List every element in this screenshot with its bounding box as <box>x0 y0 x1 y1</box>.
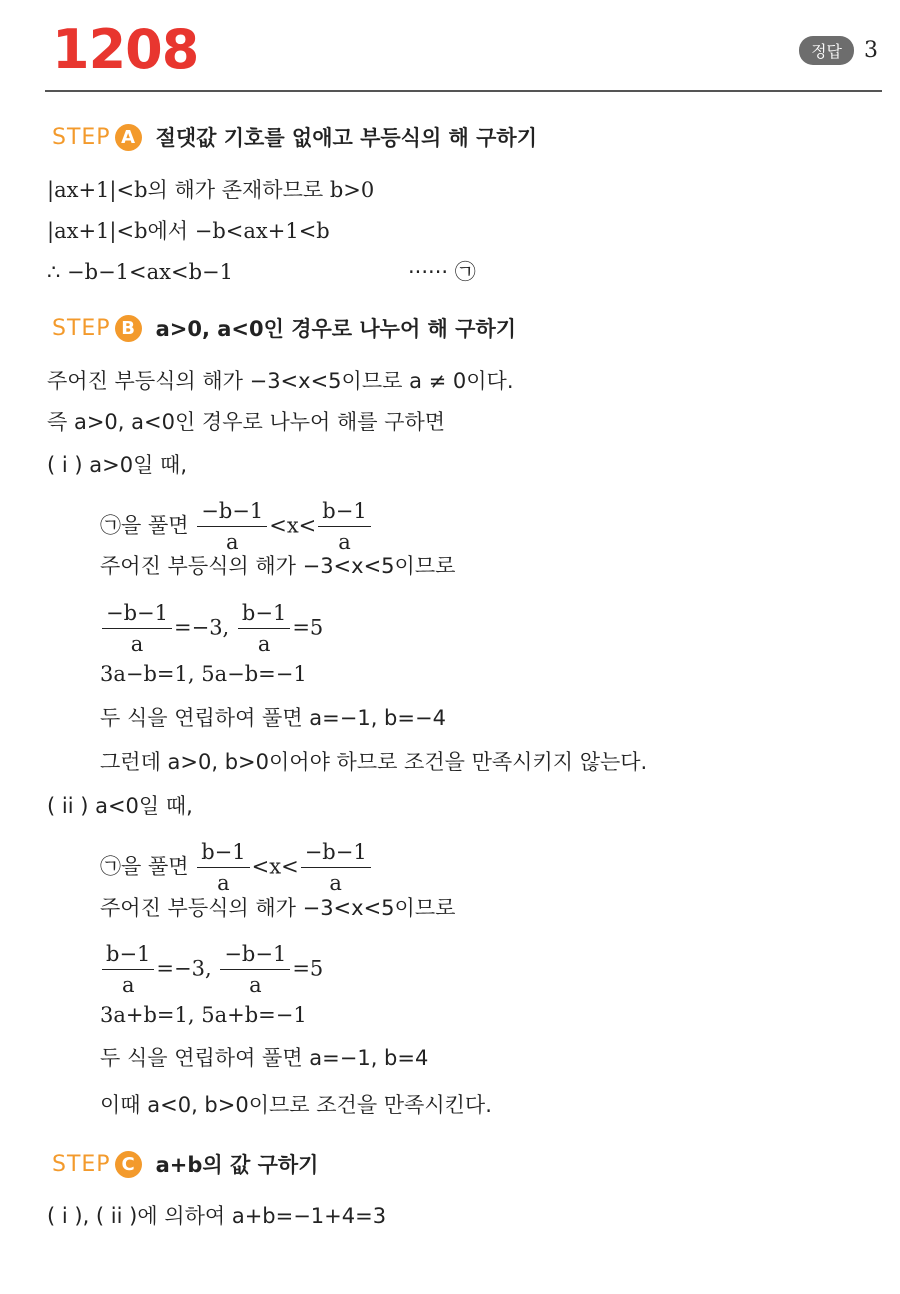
frac-denominator: a <box>329 871 342 895</box>
step-a-line-2: |ax+1|<b에서 −b<ax+1<b <box>47 219 330 243</box>
case-1-linear: 3a−b=1, 5a−b=−1 <box>100 662 307 686</box>
case-1-solve-prefix: ㉠을 풀면 <box>100 513 189 538</box>
case-2-frac-right <box>301 839 371 896</box>
case-2-solve-prefix: ㉠을 풀면 <box>100 854 189 879</box>
frac-numerator: b−1 <box>318 498 370 527</box>
frac-numerator: b−1 <box>102 941 154 970</box>
step-a-line-3: ∴ −b−1<ax<b−1 <box>47 260 233 284</box>
case-2-eq-frac-2 <box>220 941 290 998</box>
case-1-frac-left <box>197 498 267 555</box>
frac-numerator: −b−1 <box>197 498 267 527</box>
problem-number: 1208 <box>52 18 199 81</box>
case-2-eq-value-1: =−3, <box>156 956 212 981</box>
frac-numerator: −b−1 <box>220 941 290 970</box>
frac-numerator: −b−1 <box>102 600 172 629</box>
frac-numerator: b−1 <box>197 839 249 868</box>
frac-denominator: a <box>217 871 230 895</box>
case-2-result: 두 식을 연립하여 풀면 a=−1, b=4 <box>100 1046 429 1070</box>
step-a-line-1: |ax+1|<b의 해가 존재하므로 b>0 <box>47 178 375 202</box>
case-1-eq-value-1: =−3, <box>174 615 230 640</box>
case-1-conclusion: 그런데 a>0, b>0이어야 하므로 조건을 만족시키지 않는다. <box>100 750 648 774</box>
header-divider <box>45 90 882 92</box>
step-a-title: 절댓값 기호를 없애고 부등식의 해 구하기 <box>155 126 537 150</box>
step-b-badge: B <box>115 315 142 342</box>
step-a-word: STEP <box>52 124 111 150</box>
case-2-solve-mid: <x< <box>251 854 299 879</box>
frac-denominator: a <box>338 530 351 554</box>
case-1-given: 주어진 부등식의 해가 −3<x<5이므로 <box>100 554 456 578</box>
step-c-title: a+b의 값 구하기 <box>155 1153 319 1177</box>
case-2-frac-left <box>197 839 249 896</box>
frac-denominator: a <box>130 632 144 656</box>
case-1-eq-frac-2 <box>238 600 290 657</box>
answer-value: 3 <box>864 38 878 63</box>
step-b-intro-2: 즉 a>0, a<0인 경우로 나누어 해를 구하면 <box>47 410 446 434</box>
step-a-badge: A <box>115 124 142 151</box>
frac-denominator: a <box>225 530 239 554</box>
case-2-eq-value-2: =5 <box>292 956 324 981</box>
case-2-linear: 3a+b=1, 5a+b=−1 <box>100 1003 307 1027</box>
case-2-equations <box>100 941 323 998</box>
step-b-intro-1: 주어진 부등식의 해가 −3<x<5이므로 a ≠ 0이다. <box>47 369 514 393</box>
frac-denominator: a <box>257 632 271 656</box>
case-1-eq-value-2: =5 <box>292 615 324 640</box>
case-2-solve <box>100 839 373 896</box>
step-c-line: ( i ), ( ii )에 의하여 a+b=−1+4=3 <box>47 1204 387 1228</box>
case-1-solve-mid: <x< <box>269 513 317 538</box>
frac-numerator: b−1 <box>238 600 290 629</box>
step-b-title: a>0, a<0인 경우로 나누어 해 구하기 <box>155 317 517 341</box>
case-2-head: ( ii ) a<0일 때, <box>47 794 193 818</box>
frac-numerator: −b−1 <box>301 839 371 868</box>
step-c-word: STEP <box>52 1151 111 1177</box>
step-c-heading <box>52 1149 318 1179</box>
case-1-equations <box>100 600 323 657</box>
case-1-head: ( i ) a>0일 때, <box>47 453 187 477</box>
step-a-tag: ······ ㉠ <box>408 260 476 284</box>
frac-denominator: a <box>121 973 135 997</box>
step-b-word: STEP <box>52 315 111 341</box>
answer-box <box>799 36 878 65</box>
case-1-result: 두 식을 연립하여 풀면 a=−1, b=−4 <box>100 706 446 730</box>
case-1-frac-right <box>318 498 370 555</box>
case-2-conclusion: 이때 a<0, b>0이므로 조건을 만족시킨다. <box>100 1093 492 1117</box>
step-c-badge: C <box>115 1151 142 1178</box>
case-2-given: 주어진 부등식의 해가 −3<x<5이므로 <box>100 896 456 920</box>
case-1-eq-frac-1 <box>102 600 172 657</box>
step-b-heading <box>52 313 516 343</box>
case-1-solve <box>100 498 373 555</box>
frac-denominator: a <box>249 973 262 997</box>
case-2-eq-frac-1 <box>102 941 154 998</box>
step-a-heading <box>52 122 537 152</box>
answer-badge: 정답 <box>799 36 854 65</box>
